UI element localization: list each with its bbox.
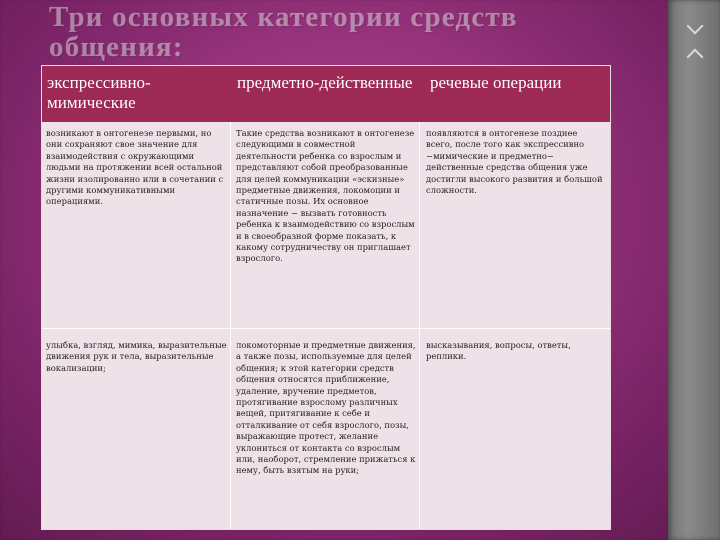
table-cell-row2-col2: локомоторные и предметные движения, а также позы, используемые для целей общения; к этой категории средств общения относятся приближение, удаление, вручение предметов, протягивание взрослому различных вещей, притягивание к себе и отталкивание от себя взрослого, позы, выражающие протест, желание уклониться от контакта со взрослым или, наоборот, стремление прижаться к нему, быть взятым на руки; (236, 340, 416, 476)
chevron-down-icon (689, 51, 701, 63)
table-header-expressive: экспрессивно-мимические (47, 73, 151, 112)
table-cell-row2-col1: улыбка, взгляд, мимика, выразительные движения рук и тела, выразительные вокализации; (46, 340, 227, 373)
slide-title-line-2: общения: (49, 31, 184, 63)
table-header-row (42, 66, 610, 122)
row-divider (42, 328, 610, 329)
table-cell-row1-col3: появляются в онтогенезе позднее всего, после того как экспрессивно −мимические и предметно− действенные средства общения уже достигли высокого развития и большой сложности. (426, 128, 603, 196)
table-cell-row2-col3: высказывания, вопросы, ответы, реплики. (426, 340, 571, 362)
slide-title-line-1: Три основных категории средств (49, 1, 518, 33)
table-cell-row1-col1: возникают в онтогенезе первыми, но они сохраняют свое значение для взаимодействия с окружающими людьми на протяжении всей остальной жизни изолированно или в сочетании с другими коммуникативными операциями. (46, 128, 224, 207)
categories-table (42, 66, 610, 529)
table-header-object-action: предметно-действенные (237, 73, 413, 92)
table-header-speech: речевые операции (430, 73, 562, 92)
column-divider (419, 122, 420, 529)
table-body (42, 122, 610, 529)
side-strip (668, 0, 720, 540)
table-cell-row1-col2: Такие средства возникают в онтогенезе следующими в совместной деятельности ребенка со взрослым и представляют собой преобразованные для целей коммуникации «эскизные» предметные движения, локомоции и статичные позы. Их основное назначение − вызвать готовность ребенка к взаимодействию со взрослым и в своеобразной форме показать, к какому сотрудничеству он приглашает взрослого. (236, 128, 415, 264)
column-divider (230, 122, 231, 529)
slide-title (49, 2, 649, 62)
chevron-up-icon (689, 20, 701, 32)
